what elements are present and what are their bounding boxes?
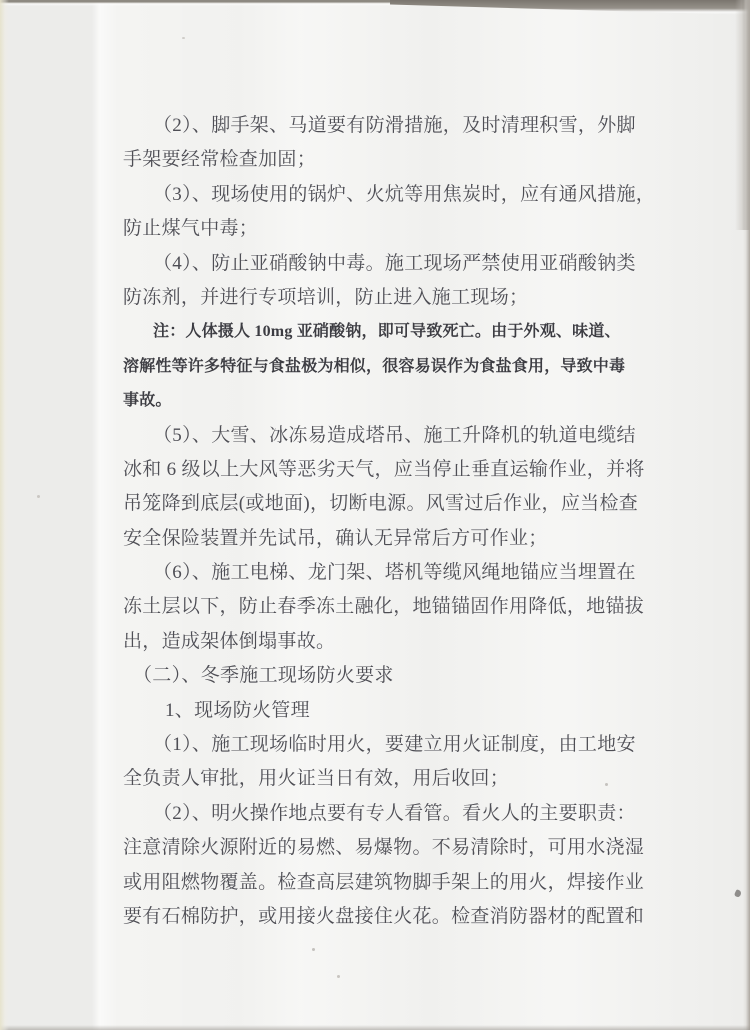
text-line: 吊笼降到底层(或地面)，切断电源。风雪过后作业，应当检查 bbox=[123, 493, 639, 515]
text-line: （4）、防止亚硝酸钠中毒。施工现场严禁使用亚硝酸钠类 bbox=[153, 252, 636, 274]
scan-edge-left bbox=[0, 0, 9, 1030]
note-line: 注：人体摄人 10mg 亚硝酸钠，即可导致死亡。由于外观、味道、 bbox=[153, 323, 621, 341]
section-heading: （二）、冬季施工现场防火要求 bbox=[133, 665, 394, 687]
scan-speck bbox=[734, 889, 742, 898]
scan-speck bbox=[37, 495, 40, 498]
scan-speck bbox=[312, 948, 315, 951]
text-line: 防冻剂，并进行专项培训，防止进入施工现场； bbox=[123, 286, 529, 308]
scan-speck bbox=[337, 975, 340, 978]
text-line: 全负责人审批，用火证当日有效，用后收回； bbox=[123, 768, 510, 790]
scan-edge-top-right-wedge bbox=[390, 0, 750, 15]
text-line: 注意清除火源附近的易燃、易爆物。不易清除时，可用水浇湿 bbox=[123, 837, 645, 859]
scan-speck bbox=[182, 37, 185, 39]
text-line: （6）、施工电梯、龙门架、塔机等缆风绳地锚应当埋置在 bbox=[153, 562, 636, 584]
text-line: 或用阻燃物覆盖。检查高层建筑物脚手架上的用火，焊接作业 bbox=[123, 871, 645, 893]
text-line: 冰和 6 级以上大风等恶劣天气，应当停止垂直运输作业，并将 bbox=[123, 458, 645, 480]
scan-speck bbox=[605, 783, 608, 786]
text-line: 出，造成架体倒塌事故。 bbox=[123, 630, 336, 652]
text-line: 冻土层以下，防止春季冻土融化，地锚锚固作用降低，地锚拔 bbox=[123, 596, 645, 618]
sub-heading: 1、现场防火管理 bbox=[165, 699, 310, 721]
document-text-block bbox=[123, 109, 698, 934]
scan-edge-bottom bbox=[0, 1025, 750, 1030]
text-line: （5）、大雪、冰冻易造成塔吊、施工升降机的轨道电缆结 bbox=[153, 424, 636, 446]
scan-edge-right bbox=[743, 0, 750, 1030]
text-line: （2）、明火操作地点要有专人看管。看火人的主要职责： bbox=[153, 802, 636, 824]
text-line: （1）、施工现场临时用火，要建立用火证制度，由工地安 bbox=[153, 734, 636, 756]
text-line: （3）、现场使用的锅炉、火炕等用焦炭时，应有通风措施， bbox=[153, 183, 656, 205]
text-line: 手架要经常检查加固； bbox=[123, 149, 317, 171]
text-line: 安全保险装置并先试吊，确认无异常后方可作业； bbox=[123, 527, 548, 549]
note-line: 事故。 bbox=[123, 392, 172, 410]
note-line: 溶解性等许多特征与食盐极为相似，很容易误作为食盐食用，导致中毒 bbox=[123, 357, 626, 375]
text-line: 要有石棉防护，或用接火盘接住火花。检查消防器材的配置和 bbox=[123, 905, 645, 927]
text-line: （2）、脚手架、马道要有防滑措施，及时清理积雪，外脚 bbox=[153, 115, 636, 136]
text-line: 防止煤气中毒； bbox=[123, 218, 259, 240]
